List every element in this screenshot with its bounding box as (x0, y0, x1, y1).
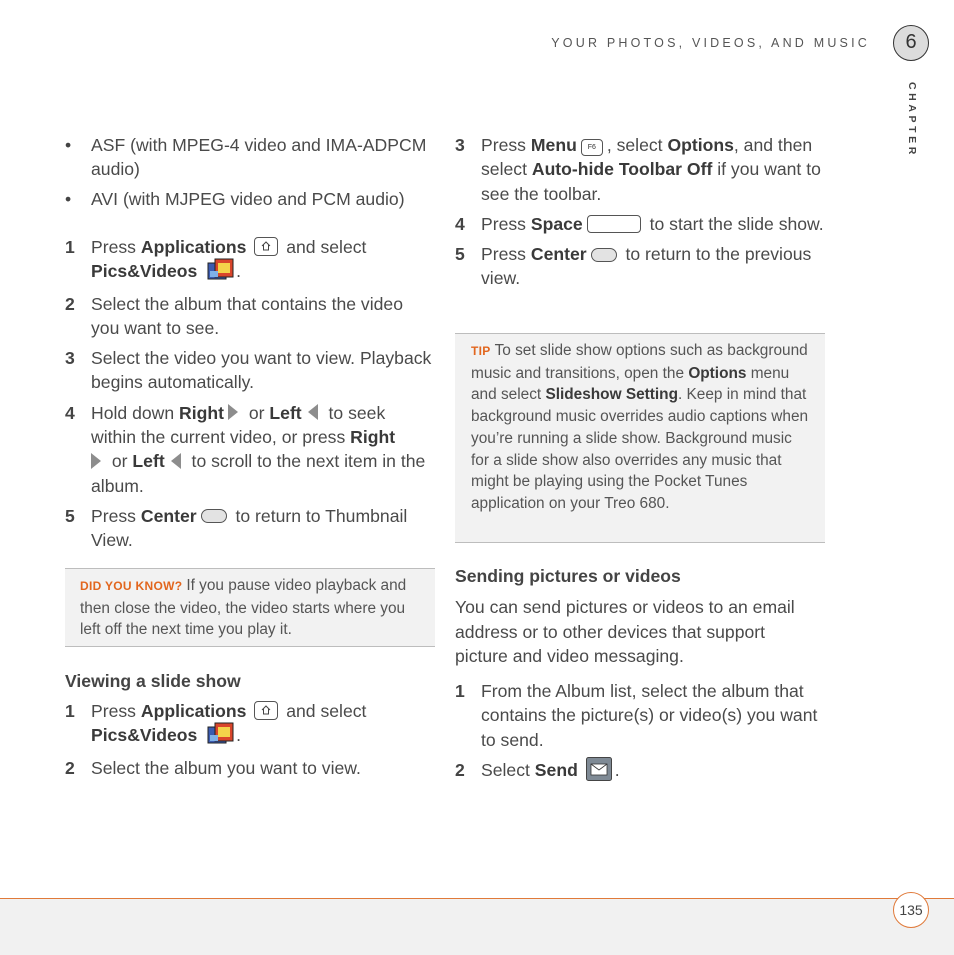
step-number: 1 (455, 681, 465, 701)
step-1-open-app: 1 Press Applications and select Pics&Videos . (65, 236, 367, 282)
step-number: 2 (65, 293, 75, 314)
slide-show-heading: Viewing a slide show (65, 671, 241, 691)
page-number: 135 (893, 892, 929, 928)
sending-heading: Sending pictures or videos (455, 566, 681, 586)
sending-intro: You can send pictures or videos to an email address or to other devices that support picture and video messaging. (455, 597, 795, 666)
did-you-know-label: DID YOU KNOW? (80, 579, 183, 593)
step-4-seek: 4 Hold down Right or Left to seek within the current video, or press Right or Left to scroll to the next item in the album. (65, 402, 426, 496)
step-number: 5 (65, 505, 75, 526)
pics-videos-label: Pics&Videos (91, 261, 198, 282)
send-step-2: 2 Select Send . (455, 758, 825, 783)
format-bullet-avi: • AVI (with MJPEG video and PCM audio) (65, 187, 435, 211)
send-step-1: 1 From the Album list, select the album that contains the picture(s) or video(s) you want to send. (455, 681, 818, 750)
right-arrow-icon (228, 404, 238, 420)
chapter-label: CHAPTER (906, 82, 918, 158)
slide-step-4: 4 Press Space to start the slide show. (455, 212, 825, 236)
right-column (455, 133, 825, 291)
space-key-icon (587, 215, 641, 233)
sending-steps (455, 679, 825, 783)
right-arrow-icon (91, 453, 101, 469)
home-key-icon (254, 701, 278, 720)
applications-label: Applications (140, 236, 247, 257)
slide-step-5: 5 Press Center to return to the previous view. (455, 244, 812, 289)
left-arrow-icon (308, 404, 318, 420)
slide-step-1: 1 Press Applications and select Pics&Videos . (65, 701, 367, 746)
step-3-select-video: 3 Select the video you want to view. Playback begins automatically. (65, 348, 432, 393)
format-bullet-asf: • ASF (with MPEG-4 video and IMA-ADPCM audio) (65, 133, 435, 182)
step-number: 2 (455, 759, 465, 780)
slide-show-steps (65, 699, 435, 780)
center-button-icon (591, 248, 617, 262)
step-number: 4 (65, 402, 75, 423)
slide-step-2: 2 Select the album you want to view. (65, 756, 435, 780)
slide-step-3: 3 Press Menu F6 , select Options, and then select Auto-hide Toolbar Off if you want to see the toolbar. (455, 135, 821, 204)
tip-box: TIP To set slide show options such as background music and transitions, open the Options menu and select Slideshow Setting. Keep in mind that background music overrides audio captions when you’re running a slide show. Background music for a slide show also overrides any music that might be playing using the Pocket Tunes application on your Treo 680. (455, 333, 825, 543)
left-column (65, 133, 435, 553)
center-button-icon (201, 509, 227, 523)
step-number: 5 (455, 244, 465, 265)
step-number: 1 (65, 236, 75, 257)
step-number: 4 (455, 213, 465, 234)
pics-videos-app-icon (206, 257, 236, 283)
step-2-select-album: 2 Select the album that contains the video you want to see. (65, 293, 403, 338)
home-key-icon (254, 237, 278, 256)
send-envelope-icon (586, 757, 612, 781)
step-number: 2 (65, 757, 75, 778)
chapter-number-badge: 6 (893, 25, 929, 61)
left-arrow-icon (171, 453, 181, 469)
pics-videos-app-icon (206, 721, 236, 747)
step-number: 3 (65, 348, 75, 369)
running-header: YOUR PHOTOS, VIDEOS, AND MUSIC (551, 36, 870, 50)
did-you-know-text: If you pause video playback and then close the video, the video starts where you left off the next time you play it. (80, 577, 407, 639)
step-number: 1 (65, 701, 75, 721)
menu-key-icon: F6 (581, 139, 603, 156)
tip-label: TIP (471, 344, 491, 358)
step-5-return: 5 Press Center to return to Thumbnail View. (65, 505, 408, 551)
did-you-know-box (65, 568, 435, 647)
step-number: 3 (455, 135, 465, 155)
footer-bar (0, 898, 954, 955)
